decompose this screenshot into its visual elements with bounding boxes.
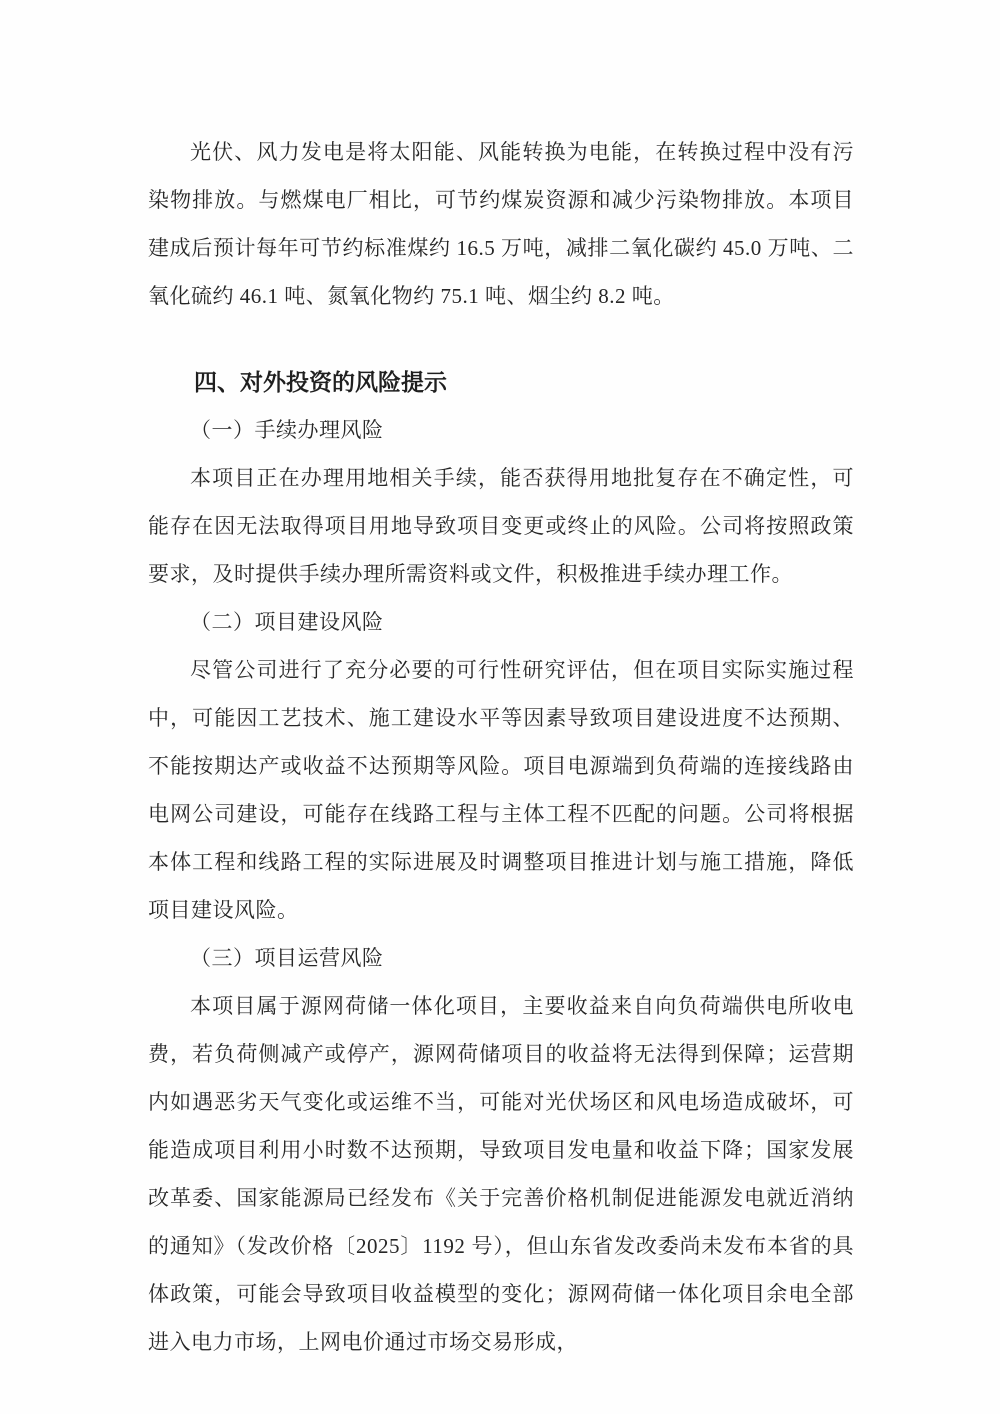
intro-paragraph: 光伏、风力发电是将太阳能、风能转换为电能，在转换过程中没有污染物排放。与燃煤电厂相比，可节约煤炭资源和减少污染物排放。本项目建成后预计每年可节约标准煤约 16.5 万吨，减排二氧化碳约 45.0 万吨、二氧化硫约 46.1 吨、氮氧化物约 75.1 吨、烟尘约 8.2 吨。 — [148, 140, 854, 308]
subsection-3-title: （三）项目运营风险 — [190, 946, 384, 970]
subsection-3-body: 本项目属于源网荷储一体化项目，主要收益来自向负荷端供电所收电费，若负荷侧减产或停产，源网荷储项目的收益将无法得到保障；运营期内如遇恶劣天气变化或运维不当，可能对光伏场区和风电场造成破坏，可能造成项目利用小时数不达预期，导致项目发电量和收益下降；国家发展改革委、国家能源局已经发布《关于完善价格机制促进能源发电就近消纳的通知》（发改价格〔2025〕1192 号），但山东省发改委尚未发布本省的具体政策，可能会导致项目收益模型的变化；源网荷储一体化项目余电全部进入电力市场，上网电价通过市场交易形成， — [148, 994, 854, 1354]
subsection-2-body: 尽管公司进行了充分必要的可行性研究评估，但在项目实际实施过程中，可能因工艺技术、施工建设水平等因素导致项目建设进度不达预期、不能按期达产或收益不达预期等风险。项目电源端到负荷端的连接线路由电网公司建设，可能存在线路工程与主体工程不匹配的问题。公司将根据本体工程和线路工程的实际进展及时调整项目推进计划与施工措施，降低项目建设风险。 — [148, 658, 854, 922]
subsection-2-title: （二）项目建设风险 — [190, 610, 384, 634]
section-heading: 四、对外投资的风险提示 — [194, 369, 447, 395]
subsection-1-body: 本项目正在办理用地相关手续，能否获得用地批复存在不确定性，可能存在因无法取得项目用地导致项目变更或终止的风险。公司将按照政策要求，及时提供手续办理所需资料或文件，积极推进手续办理工作。 — [148, 466, 854, 586]
subsection-1-title: （一）手续办理风险 — [190, 418, 384, 442]
